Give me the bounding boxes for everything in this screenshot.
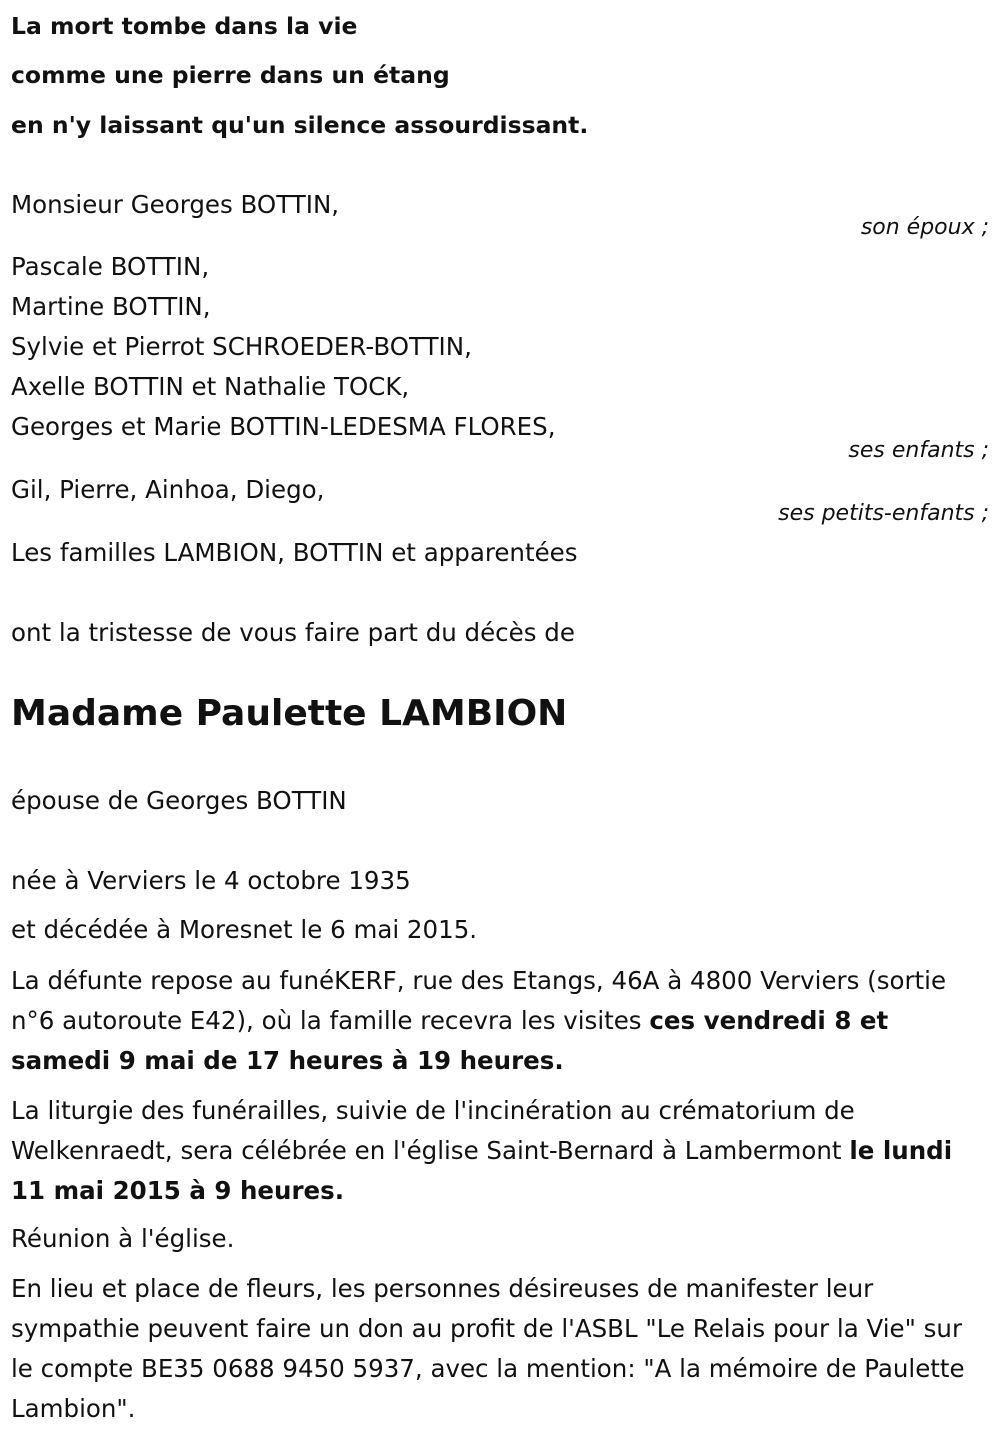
child-name: Axelle BOTTIN et Nathalie TOCK, [11, 372, 410, 401]
poem-line-2: comme une pierre dans un étang [11, 61, 450, 89]
meeting-line: Réunion à l'église. [11, 1224, 235, 1253]
spouse-role: son époux ; [860, 215, 989, 240]
child-name: Martine BOTTIN, [11, 292, 211, 321]
funeral-paragraph [11, 1091, 986, 1211]
child-name: Pascale BOTTIN, [11, 252, 210, 281]
grandchildren-names: Gil, Pierre, Ainhoa, Diego, [11, 475, 325, 504]
visitation-paragraph [11, 961, 986, 1081]
announcement-line: ont la tristesse de vous faire part du décès de [11, 618, 575, 647]
birth-line: née à Verviers le 4 octobre 1935 [11, 866, 411, 895]
children-role: ses enfants ; [848, 438, 989, 463]
child-name: Georges et Marie BOTTIN-LEDESMA FLORES, [11, 412, 556, 441]
poem-line-1: La mort tombe dans la vie [11, 12, 358, 40]
funeral-date: le lundi 11 mai 2015 à 9 heures. [11, 1136, 953, 1205]
spouse-of-line: épouse de Georges BOTTIN [11, 786, 347, 815]
death-line: et décédée à Moresnet le 6 mai 2015. [11, 915, 478, 944]
visitation-text: La défunte repose au funéKERF, rue des Etangs, 46A à 4800 Verviers (sortie n°6 autoroute E42), où la famille recevra les visites [11, 966, 947, 1035]
deceased-name: Madame Paulette LAMBION [11, 693, 568, 734]
visitation-dates: ces vendredi 8 et samedi 9 mai de 17 heures à 19 heures. [11, 1006, 889, 1075]
spouse-name: Monsieur Georges BOTTIN, [11, 190, 340, 219]
funeral-text: La liturgie des funérailles, suivie de l'incinération au crématorium de Welkenraedt, sera célébrée en l'église Saint-Bernard à Lambermont [11, 1096, 855, 1165]
grandchildren-role: ses petits-enfants ; [778, 501, 989, 526]
families-line: Les familles LAMBION, BOTTIN et apparentées [11, 538, 578, 567]
poem-line-3: en n'y laissant qu'un silence assourdissant. [11, 111, 589, 139]
donation-paragraph: En lieu et place de fleurs, les personnes désireuses de manifester leur sympathie peuvent faire un don au profit de l'ASBL "Le Relais pour la Vie" sur le compte BE35 0688 9450 5937, avec la mention: "A la mémoire de Paulette Lambion". [11, 1274, 965, 1423]
child-name: Sylvie et Pierrot SCHROEDER-BOTTIN, [11, 332, 472, 361]
